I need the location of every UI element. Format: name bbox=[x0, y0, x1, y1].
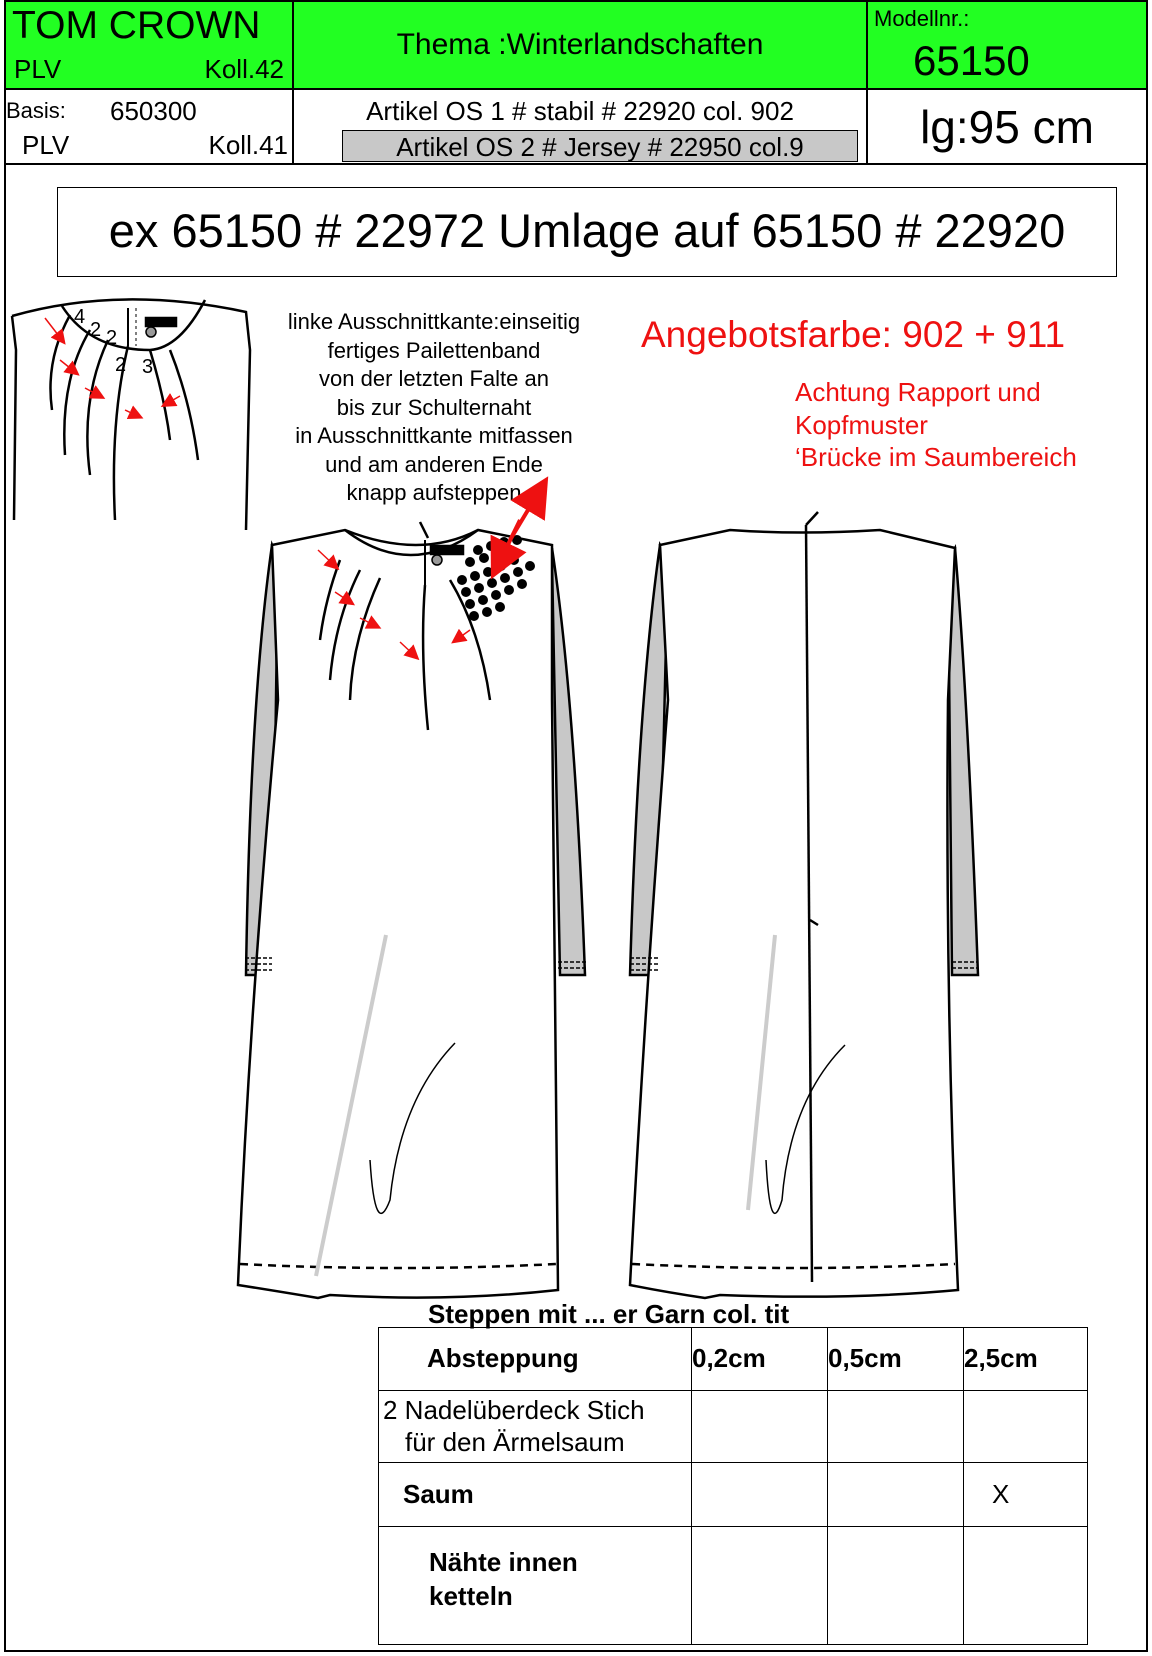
theme-title: Thema :Winterlandschaften bbox=[396, 28, 764, 61]
instruction-line: bis zur Schulternaht bbox=[336, 394, 532, 420]
table-row bbox=[379, 1463, 1088, 1527]
basis-line: PLV bbox=[22, 130, 70, 160]
warning-line: Achtung Rapport und bbox=[795, 377, 1041, 407]
table-cell bbox=[828, 1527, 964, 1645]
instruction-line: linke Ausschnittkante:einseitig bbox=[287, 309, 581, 334]
row-label: ketteln bbox=[429, 1581, 513, 1611]
table-cell bbox=[964, 1391, 1088, 1463]
table-cell bbox=[828, 1391, 964, 1463]
fold-label: 4 bbox=[74, 306, 86, 328]
stitch-table bbox=[378, 1327, 1088, 1645]
instruction-line: in Ausschnittkante mitfassen bbox=[295, 423, 573, 448]
offer-color: Angebotsfarbe: 902 + 911 bbox=[641, 314, 1066, 355]
fold-label: 2 bbox=[90, 319, 102, 341]
instruction-line: knapp aufsteppen bbox=[346, 480, 522, 505]
table-cell bbox=[964, 1527, 1088, 1645]
article-1: Artikel OS 1 # stabil # 22920 col. 902 bbox=[366, 96, 794, 126]
column-header: 0,5cm bbox=[828, 1328, 964, 1391]
column-header: 2,5cm bbox=[964, 1328, 1088, 1391]
warning-line: ‘Brücke im Saumbereich bbox=[795, 442, 1077, 472]
brand-name: TOM CROWN bbox=[12, 4, 261, 47]
banner-text: ex 65150 # 22972 Umlage auf 65150 # 22920 bbox=[108, 204, 1066, 257]
instruction-line: von der letzten Falte an bbox=[319, 366, 549, 391]
brand-koll: Koll.42 bbox=[204, 54, 284, 84]
basis-label: Basis: bbox=[6, 98, 66, 123]
row-label: 2 Nadelüberdeck Stich bbox=[383, 1395, 645, 1426]
fold-label: 2 bbox=[115, 354, 127, 376]
table-row bbox=[379, 1391, 1088, 1463]
row-label: für den Ärmelsaum bbox=[405, 1426, 625, 1457]
back-view bbox=[630, 512, 978, 1298]
basis-value: 650300 bbox=[110, 96, 197, 126]
table-row bbox=[379, 1328, 1088, 1391]
fold-label: 3 bbox=[142, 356, 154, 378]
fold-label: 2 bbox=[106, 327, 118, 349]
neckline-detail bbox=[12, 299, 250, 530]
front-view bbox=[238, 490, 586, 1298]
table-cell: X bbox=[964, 1463, 1088, 1527]
brand-line: PLV bbox=[14, 54, 62, 84]
table-cell bbox=[692, 1463, 828, 1527]
length-value: lg:95 cm bbox=[920, 101, 1094, 153]
instruction-line: und am anderen Ende bbox=[325, 451, 543, 477]
table-cell bbox=[692, 1527, 828, 1645]
table-cell bbox=[828, 1463, 964, 1527]
stitch-title: Steppen mit ... er Garn col. tit bbox=[428, 1299, 790, 1329]
article-2: Artikel OS 2 # Jersey # 22950 col.9 bbox=[396, 132, 804, 162]
row-label: Nähte innen bbox=[429, 1547, 578, 1577]
instruction-line: fertiges Pailettenband bbox=[327, 337, 541, 363]
row-label: Saum bbox=[403, 1478, 474, 1509]
warning-line: Kopfmuster bbox=[795, 409, 928, 440]
table-cell bbox=[692, 1391, 828, 1463]
table-row bbox=[379, 1527, 1088, 1645]
model-label: Modellnr.: bbox=[874, 6, 970, 31]
column-header: 0,2cm bbox=[692, 1328, 828, 1391]
stitch-header-label: Absteppung bbox=[427, 1343, 579, 1374]
basis-koll: Koll.41 bbox=[208, 130, 288, 160]
model-number: 65150 bbox=[913, 37, 1030, 84]
